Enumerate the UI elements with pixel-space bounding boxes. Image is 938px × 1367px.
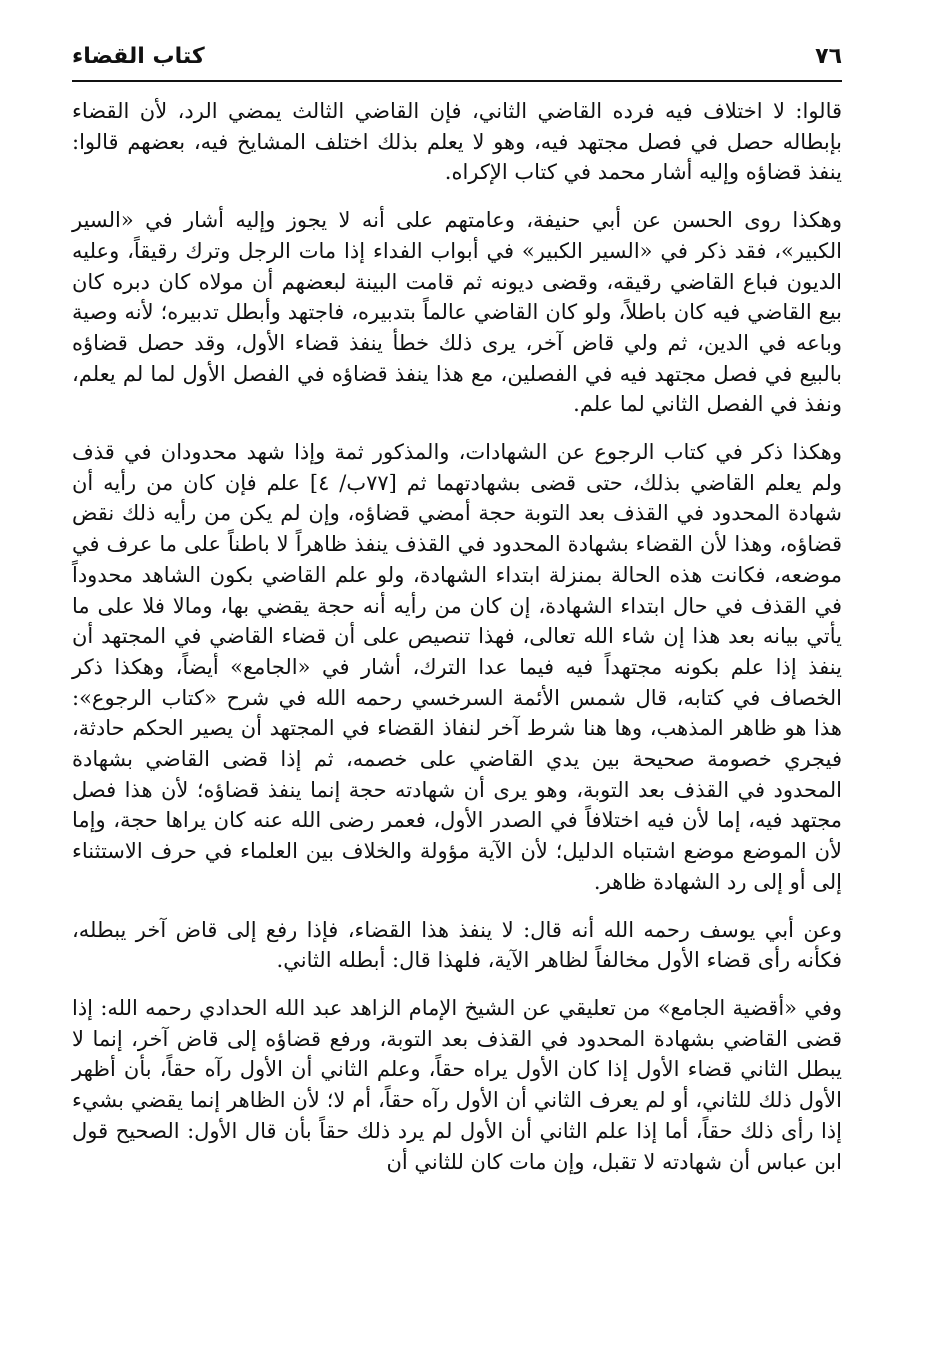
page-number: ٧٦ (815, 43, 842, 69)
page-header (72, 38, 842, 74)
paragraph-4: وعن أبي يوسف رحمه الله أنه قال: لا ينفذ هذا القضاء، فإذا رفع إلى قاض آخر يبطله، فكأنه رأى قضاء الأول مخالفاً لظاهر الآية، فلهذا قال: أبطله الثاني. (72, 917, 842, 973)
paragraph-1: قالوا: لا اختلاف فيه فرده القاضي الثاني، فإن القاضي الثالث يمضي الرد، لأن القضاء بإبطاله حصل في فصل مجتهد فيه، وهو لا يعلم بذلك اختلف المشايخ فيه، بعضهم قالوا: ينفذ قضاؤه وإليه أشار محمد في كتاب الإكراه. (72, 99, 842, 185)
paragraph-2: وهكذا روى الحسن عن أبي حنيفة، وعامتهم على أنه لا يجوز وإليه أشار في «السير الكبير»، فقد ذكر في «السير الكبير» في أبواب الفداء إذا مات الرجل وترك رقيقاً، وعليه الديون فباع القاضي رقيقه، وقضى ديونه ثم قامت البينة لبعضهم أن مولاه كان دبره كان بيع القاضي فيه كان باطلاً، ولو كان القاضي عالماً بتدبيره، فاجتهد وأبطل تدبيره؛ لأنه وصية وباعه في الدين، ثم ولي قاض آخر، يرى ذلك خطأ ينفذ قضاء الأول، وقد حصل قضاؤه بالبيع في فصل مجتهد فيه في الفصلين، مع هذا ينفذ قضاؤه في الفصل الأول لما لم يعلم، ونفذ في الفصل الثاني لما علم. (72, 208, 842, 417)
paragraph-5: وفي «أقضية الجامع» من تعليقي عن الشيخ الإمام الزاهد عبد الله الحدادي رحمه الله: إذا قضى القاضي بشهادة المحدود في القذف بعد التوبة، ورفع قضاؤه إلى قاض آخر، إنما لا يبطل الثاني قضاء الأول إذا كان الأول يراه حقاً، وعلم الثاني أن الأول رآه حقاً، بأن أظهر الأول ذلك للثاني، أو لم يعرف الثاني أن الأول رآه حقاً، أم لا؛ لأن الظاهر إنما يقضي بشيء إذا رأى ذلك حقاً، أما إذا علم الثاني أن الأول لم يرد ذلك حقاً بأن قال الأول: الصحيح قول ابن عباس أن شهادته لا تقبل، وإن مات كان للثاني أن (72, 995, 842, 1174)
page-body (72, 96, 842, 1177)
header-rule (72, 80, 842, 82)
running-title: كتاب القضاء (72, 43, 205, 69)
paragraph-3: وهكذا ذكر في كتاب الرجوع عن الشهادات، والمذكور ثمة وإذا شهد محدودان في قذف ولم يعلم القاضي بذلك، حتى قضى بشهادتهما ثم [٧٧ب/ ٤] علم فإن كان من رأيه أن شهادة المحدود في القذف بعد التوبة حجة أمضي قضاؤه، وإن لم يكن من رأيه ذلك نقض قضاؤه، وهذا لأن القضاء بشهادة المحدود في القذف ينفذ ظاهراً لا باطناً على ما عرف في موضعه، فكانت هذه الحالة بمنزلة ابتداء الشهادة، ولو علم القاضي بكون الشاهد محدوداً في القذف في حال ابتداء الشهادة، إن كان من رأيه أنه حجة يقضي بها، ومالا فلا على ما يأتي بيانه بعد هذا إن شاء الله تعالى، فهذا تنصيص على أن قضاء القاضي في المجتهد أن ينفذ إذا علم بكونه مجتهداً فيه فيما عدا الترك، أشار في «الجامع» أيضاً، وهكذا ذكر الخصاف في كتابه، قال شمس الأئمة السرخسي رحمه الله في شرح «كتاب الرجوع»: هذا هو ظاهر المذهب، وها هنا شرط آخر لنفاذ القضاء في المجتهد أن يصير الحكم حادثة، فيجري خصومة صحيحة بين يدي القاضي على خصمه، ثم إذا قضى القاضي بشهادة المحدود في القذف بعد التوبة، وهو يرى أن شهادته حجة إنما ينفذ قضاؤه؛ لأن هذا فصل مجتهد فيه، إما لأن فيه اختلافاً في الصدر الأول، فعمر رضى الله عنه كان يراها حجة، وإما لأن الموضع موضع اشتباه الدليل؛ لأن الآية مؤولة والخلاف بين العلماء في حرف الاستثناء إلى أو إلى رد الشهادة ظاهر. (72, 440, 842, 894)
